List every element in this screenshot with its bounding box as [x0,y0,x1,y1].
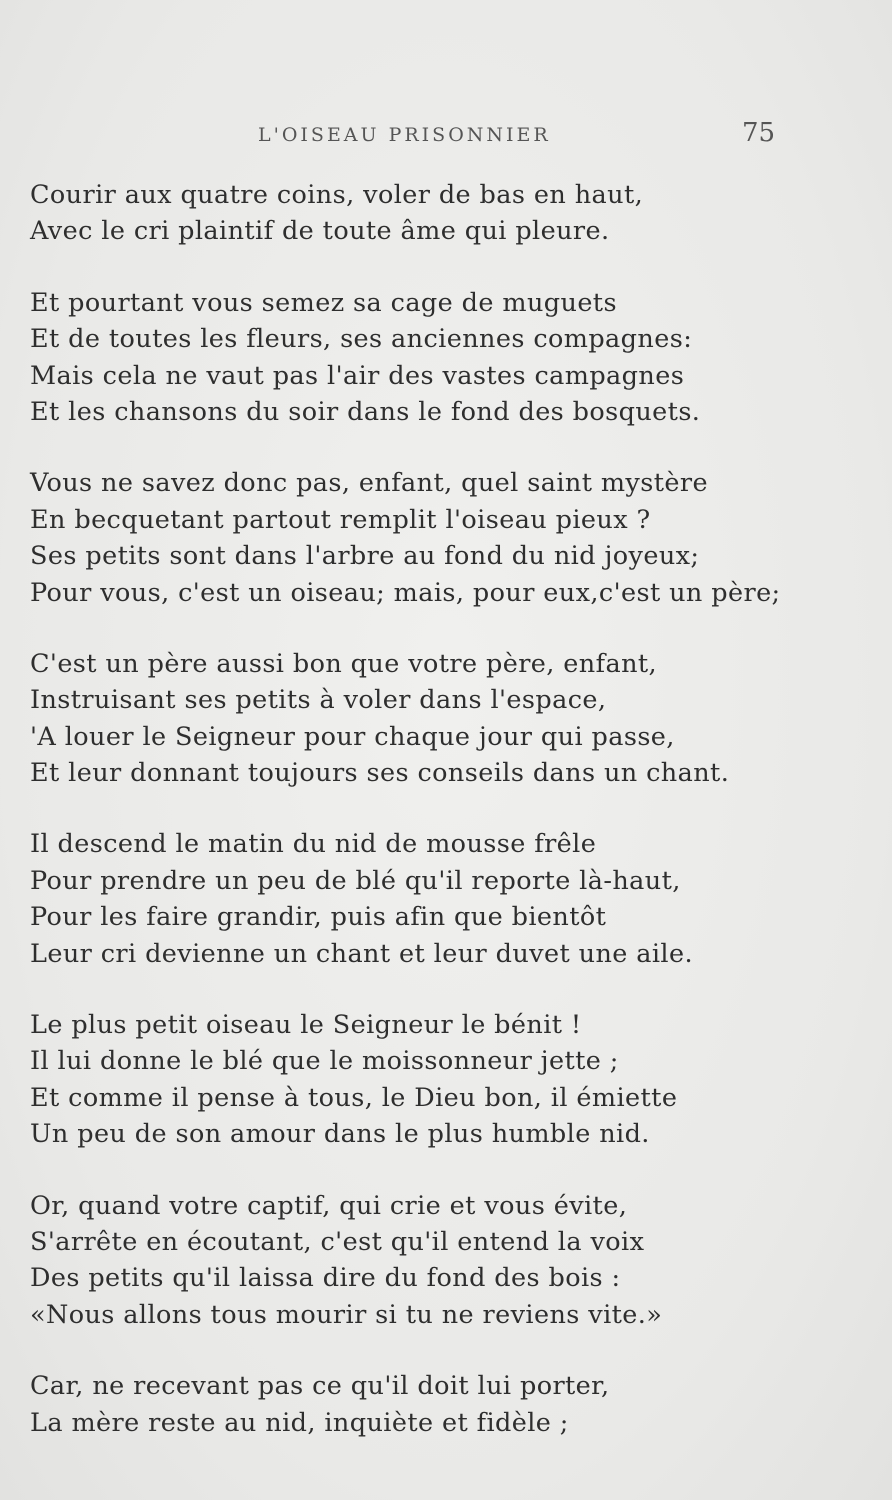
verse-line: Leur cri devienne un chant et leur duvet une aile. [30,938,693,969]
verse-line: S'arrête en écoutant, c'est qu'il entend la voix [30,1226,645,1257]
stanza [30,1188,810,1334]
verse-line: Ses petits sont dans l'arbre au fond du nid joyeux; [30,541,700,572]
verse-line: Pour prendre un peu de blé qu'il reporte là-haut, [30,865,681,896]
verse-line: Un peu de son amour dans le plus humble nid. [30,1119,650,1150]
stanza [30,1007,810,1153]
stanza [30,177,810,250]
verse-line: C'est un père aussi bon que votre père, enfant, [30,648,658,679]
verse-line: Il descend le matin du nid de mousse frêle [30,829,597,860]
verse-line: «Nous allons tous mourir si tu ne reviens vite.» [30,1299,663,1330]
running-head [0,118,892,164]
running-title: L'OISEAU PRISONNIER [258,124,551,146]
stanza [30,1368,810,1441]
verse-line: Pour les faire grandir, puis afin que bientôt [30,902,607,933]
verse-line: Et de toutes les fleurs, ses anciennes compagnes: [30,324,693,355]
stanza [30,646,810,792]
verse-line: Pour vous, c'est un oiseau; mais, pour eux,c'est un père; [30,577,781,608]
verse-line: Il lui donne le blé que le moissonneur jette ; [30,1046,619,1077]
stanza [30,826,810,972]
page-number: 75 [742,118,776,148]
verse-line: Et comme il pense à tous, le Dieu bon, il émiette [30,1082,678,1113]
verse-line: Or, quand votre captif, qui crie et vous évite, [30,1190,628,1221]
verse-line: 'A louer le Seigneur pour chaque jour qui passe, [30,721,675,752]
verse-line: Et leur donnant toujours ses conseils dans un chant. [30,758,730,789]
verse-line: Des petits qu'il laissa dire du fond des bois : [30,1263,621,1294]
verse-line: Instruisant ses petits à voler dans l'espace, [30,685,607,716]
verse-line: Et les chansons du soir dans le fond des bosquets. [30,396,701,427]
verse-line: Vous ne savez donc pas, enfant, quel saint mystère [30,468,708,499]
verse-line: Car, ne recevant pas ce qu'il doit lui porter, [30,1371,610,1402]
verse-line: Et pourtant vous semez sa cage de muguets [30,287,617,318]
verse-line: En becquetant partout remplit l'oiseau pieux ? [30,504,651,535]
poem-body [30,177,810,1476]
verse-line: La mère reste au nid, inquiète et fidèle ; [30,1407,569,1438]
verse-line: Mais cela ne vaut pas l'air des vastes campagnes [30,360,685,391]
stanza [30,285,810,431]
verse-line: Le plus petit oiseau le Seigneur le bénit ! [30,1010,582,1041]
verse-line: Avec le cri plaintif de toute âme qui pleure. [30,216,610,247]
verse-line: Courir aux quatre coins, voler de bas en haut, [30,180,644,210]
stanza [30,465,810,611]
